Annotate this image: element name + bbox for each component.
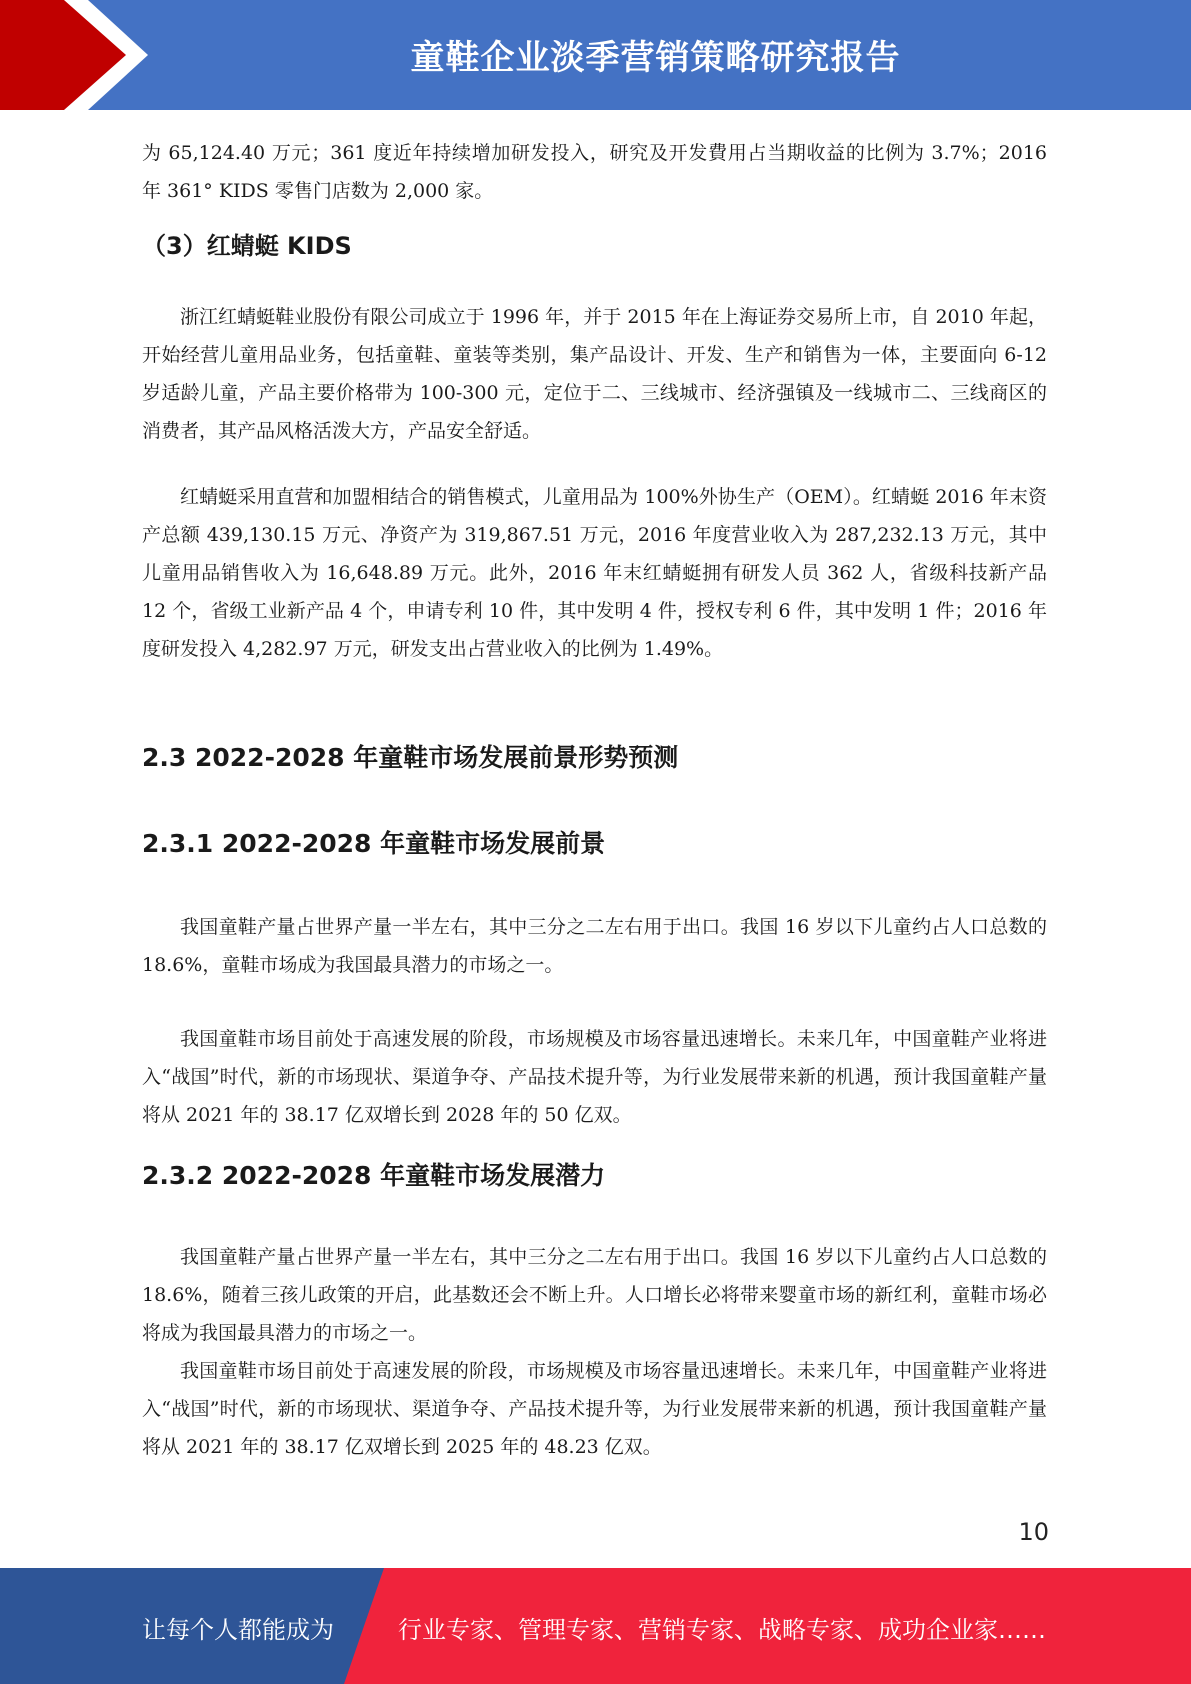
page-header (0, 0, 1191, 110)
heading-hongqingting-kids: （3）红蜻蜓 KIDS (142, 232, 352, 260)
paragraph-potential-2: 我国童鞋市场目前处于高速发展的阶段，市场规模及市场容量迅速增长。未来几年，中国童鞋产业将进入“战国”时代，新的市场现状、渠道争夺、产品技术提升等，为行业发展带来新的机遇，预计我国童鞋产量将从 2021 年的 38.17 亿双增长到 2025 年的 48.23 亿双。 (142, 1360, 1047, 1458)
paragraph-361-rd: 为 65,124.40 万元；361 度近年持续增加研发投入，研究及开发費用占当期收益的比例为 3.7%；2016 年 361° KIDS 零售门店数为 2,000 家。 (142, 142, 1047, 202)
paragraph-outlook-2: 我国童鞋市场目前处于高速发展的阶段，市场规模及市场容量迅速增长。未来几年，中国童鞋产业将进入“战国”时代，新的市场现状、渠道争夺、产品技术提升等，为行业发展带来新的机遇，预计我国童鞋产量将从 2021 年的 38.17 亿双增长到 2028 年的 50 亿双。 (142, 1028, 1047, 1126)
paragraph-hongqingting-finance: 红蜻蜓采用直营和加盟相结合的销售模式，儿童用品为 100%外协生产（OEM）。红蜻蜓 2016 年末资产总额 439,130.15 万元、净资产为 319,867.51 万元，2016 年度营业收入为 287,232.13 万元，其中儿童用品销售收入为 16,648.89 万元。此外，2016 年末红蜻蜓拥有研发人员 362 人，省级科技新产品 12 个，省级工业新产品 4 个，申请专利 10 件，其中发明 4 件，授权专利 6 件，其中发明 1 件；2016 年度研发投入 4,282.97 万元，研发支出占营业收入的比例为 1.49%。 (142, 486, 1047, 660)
page-content (142, 134, 1047, 1466)
heading-section-2-3-2: 2.3.2 2022-2028 年童鞋市场发展潜力 (142, 1161, 606, 1190)
footer-slogan-left: 让每个人都能成为 (142, 1616, 334, 1644)
header-title: 童鞋企业淡季营销策略研究报告 (410, 38, 901, 78)
paragraph-outlook-1: 我国童鞋产量占世界产量一半左右，其中三分之二左右用于出口。我国 16 岁以下儿童约占人口总数的 18.6%，童鞋市场成为我国最具潜力的市场之一。 (142, 916, 1047, 976)
page-footer (0, 1568, 1191, 1684)
page-number: 10 (1018, 1518, 1049, 1546)
heading-section-2-3: 2.3 2022-2028 年童鞋市场发展前景形势预测 (142, 743, 679, 772)
heading-section-2-3-1: 2.3.1 2022-2028 年童鞋市场发展前景 (142, 829, 606, 858)
paragraph-potential-1: 我国童鞋产量占世界产量一半左右，其中三分之二左右用于出口。我国 16 岁以下儿童约占人口总数的 18.6%，随着三孩儿政策的开启，此基数还会不断上升。人口增长必将带来婴童市场的新红利，童鞋市场必将成为我国最具潜力的市场之一。 (142, 1246, 1047, 1344)
footer-slogan-right: 行业专家、管理专家、营销专家、战略专家、成功企业家…… (398, 1616, 1046, 1644)
paragraph-hongqingting-intro: 浙江红蜻蜓鞋业股份有限公司成立于 1996 年，并于 2015 年在上海证券交易所上市，自 2010 年起，开始经营儿童用品业务，包括童鞋、童装等类别，集产品设计、开发、生产和销售为一体，主要面向 6-12 岁适龄儿童，产品主要价格带为 100-300 元，定位于二、三线城市、经济强镇及一线城市二、三线商区的消费者，其产品风格活泼大方，产品安全舒适。 (142, 306, 1047, 442)
